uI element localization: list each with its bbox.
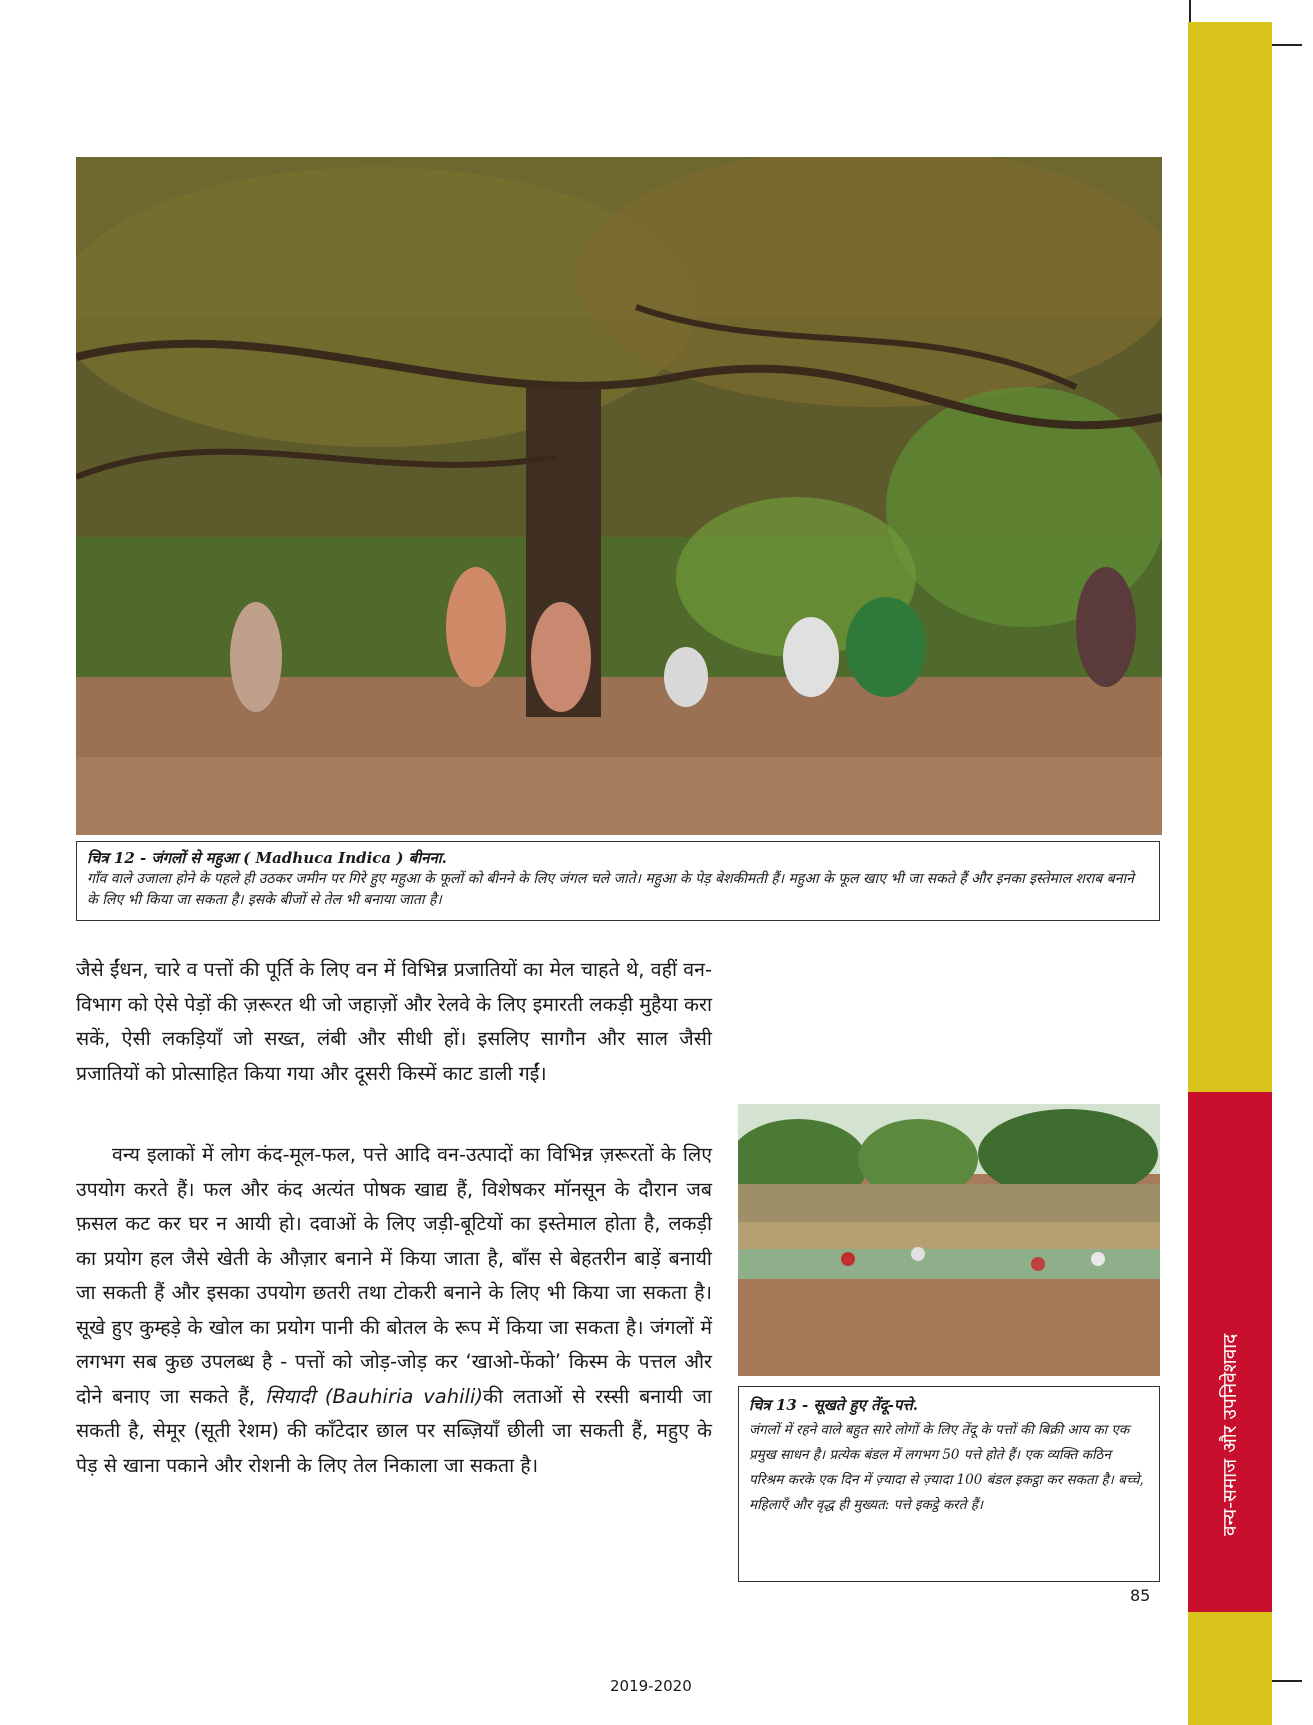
- figure-12-text: गाँव वाले उजाला होने के पहले ही उठकर जमीन पर गिरे हुए महुआ के फूलों को बीनने के लिए जंगल चले जाते। महुआ के पेड़ बेशकीमती हैं। महुआ के फूल खाए भी जा सकते हैं और इनका इस्तेमाल शराब बनाने के लिए भी किया जा सकता है। इसके बीजों से तेल भी बनाया जाता है।: [87, 871, 1134, 908]
- figure-13-title: चित्र 13 - सूखते हुए तेंदू-पत्ते.: [749, 1396, 918, 1414]
- figure-12-caption: [76, 841, 1160, 921]
- body-paragraph-2-part-a: वन्य इलाकों में लोग कंद-मूल-फल, पत्ते आदि वन-उत्पादों का विभिन्न ज़रूरतों के लिए उपयोग करते हैं। फल और कंद अत्यंत पोषक खाद्य हैं, विशेषकर मॉनसून के दौरान जब फ़सल कट कर घर न आयी हो। दवाओं के लिए जड़ी-बूटियों का इस्तेमाल होता है, लकड़ी का प्रयोग हल जैसे खेती के औज़ार बनाने में किया जाता है, बाँस से बेहतरीन बाड़ें बनायी जा सकती हैं और इसका उपयोग छतरी तथा टोकरी बनाने के लिए भी किया जा सकता है। सूखे हुए कुम्हड़े के खोल का प्रयोग पानी की बोतल के रूप में किया जा सकता है। जंगलों में लगभग सब कुछ उपलब्ध है - पत्तों को जोड़-जोड़ कर ‘खाओ-फेंको’ किस्म के पत्तल और दोने बनाए जा सकते हैं,: [76, 1143, 712, 1408]
- mahua-collection-photo: [76, 157, 1162, 835]
- side-tab-yellow: [1188, 22, 1272, 1092]
- tendu-leaves-drying-photo: [738, 1104, 1160, 1376]
- footer-year: 2019-2020: [610, 1677, 692, 1695]
- figure-13-text: जंगलों में रहने वाले बहुत सारे लोगों के लिए तेंदू के पत्तों की बिक्री आय का एक प्रमुख साधन है। प्रत्येक बंडल में लगभग 50 पत्ते होते हैं। एक व्यक्ति कठिन परिश्रम करके एक दिन में ज़्यादा से ज़्यादा 100 बंडल इकट्ठा कर सकता है। बच्चे, महिलाएँ और वृद्ध ही मुख्यत: पत्ते इकट्ठे करते हैं।: [749, 1422, 1144, 1513]
- crop-mark-top-vertical: [1189, 0, 1191, 22]
- body-paragraph-2: [76, 1138, 712, 1483]
- crop-mark-top-horizontal: [1272, 44, 1302, 46]
- figure-13-caption: [738, 1386, 1160, 1582]
- page-number: 85: [1130, 1586, 1151, 1605]
- crop-mark-bottom-horizontal: [1272, 1680, 1302, 1682]
- figure-12-title: चित्र 12 - जंगलों से महुआ ( Madhuca Indica ) बीनना.: [87, 849, 447, 867]
- body-paragraph-1: जैसे ईंधन, चारे व पत्तों की पूर्ति के लिए वन में विभिन्न प्रजातियों का मेल चाहते थे, वहीं वन-विभाग को ऐसे पेड़ों की ज़रूरत थी जो जहाज़ों और रेलवे के लिए इमारती लकड़ी मुहैया करा सकें, ऐसी लकड़ियाँ जो सख्त, लंबी और सीधी हों। इसलिए सागौन और साल जैसी प्रजातियों को प्रोत्साहित किया गया और दूसरी किस्में काट डाली गईं।: [76, 958, 712, 1085]
- side-tab-yellow-bottom: [1188, 1612, 1272, 1725]
- body-paragraph-2-italic: सियादी (Bauhiria vahili): [264, 1384, 483, 1408]
- chapter-side-label: वन्य-समाज और उपनिवेशवाद: [1219, 1333, 1241, 1537]
- body-paragraph-2-part-b: की लताओं से रस्सी बनायी जा सकती है, सेमूर (सूती रेशम) की काँटेदार छाल पर सब्ज़ियाँ छीली जा सकती हैं, महुए के पेड़ से खाना पकाने और रोशनी के लिए तेल निकाला जा सकता है।: [76, 1384, 712, 1477]
